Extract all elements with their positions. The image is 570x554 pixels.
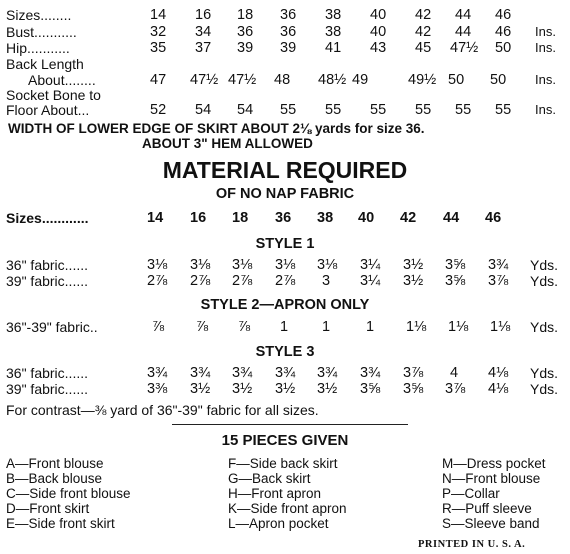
value: 40 <box>370 24 387 40</box>
size-value: 16 <box>190 210 207 226</box>
row-label: Hip........... <box>6 40 70 56</box>
piece-item: F—Side back skirt <box>228 456 338 471</box>
skirt-width-note: WIDTH OF LOWER EDGE OF SKIRT ABOUT 2⅛ yards for size 36. <box>8 121 425 136</box>
value: 34 <box>195 24 212 40</box>
unit-label: Yds. <box>530 381 559 397</box>
piece-item: R—Puff sleeve <box>442 501 532 516</box>
value: 45 <box>415 40 432 56</box>
value: 49½ <box>408 72 437 88</box>
yardage-value: 4⅛ <box>488 365 509 381</box>
yardage-value: 1 <box>366 319 375 335</box>
value: 54 <box>195 102 212 118</box>
value: 44 <box>455 7 472 23</box>
unit-label: Yds. <box>530 273 559 289</box>
value: 55 <box>325 102 342 118</box>
value: 44 <box>455 24 472 40</box>
yardage-value: 3¼ <box>360 273 381 289</box>
yardage-value: 3½ <box>190 381 211 397</box>
yardage-value: 3½ <box>403 257 424 273</box>
value: 50 <box>495 40 512 56</box>
value: 55 <box>495 102 512 118</box>
yardage-value: 3⅝ <box>445 257 466 273</box>
value: 52 <box>150 102 167 118</box>
value: 55 <box>370 102 387 118</box>
style-2-heading: STYLE 2—APRON ONLY <box>200 297 370 313</box>
style-1-heading: STYLE 1 <box>255 236 315 252</box>
yardage-value: 3¾ <box>232 365 253 381</box>
row-label: 36" fabric...... <box>6 257 89 273</box>
value: 54 <box>237 102 254 118</box>
yardage-value: 4 <box>450 365 459 381</box>
yardage-value: 3⅞ <box>488 273 509 289</box>
value: 50 <box>490 72 507 88</box>
value: 36 <box>280 7 297 23</box>
yardage-value: 2⅞ <box>147 273 168 289</box>
value: 42 <box>415 24 432 40</box>
size-value: 38 <box>317 210 334 226</box>
value: 50 <box>448 72 465 88</box>
yardage-value: 3¾ <box>360 365 381 381</box>
piece-item: P—Collar <box>442 486 500 501</box>
value: 14 <box>150 7 167 23</box>
unit-label: Yds. <box>530 365 559 381</box>
value: 49 <box>352 72 369 88</box>
value: 46 <box>495 24 512 40</box>
piece-item: K—Side front apron <box>228 501 347 516</box>
material-title: MATERIAL REQUIRED <box>162 157 408 183</box>
value: 47½ <box>190 72 219 88</box>
value: 55 <box>455 102 472 118</box>
value: 41 <box>325 40 342 56</box>
size-value: 36 <box>275 210 292 226</box>
size-value: 40 <box>358 210 375 226</box>
yardage-value: 3¾ <box>147 365 168 381</box>
value: 47½ <box>228 72 257 88</box>
value: 38 <box>325 7 342 23</box>
row-label: Floor About... <box>6 102 90 118</box>
yardage-value: 3⅝ <box>403 381 424 397</box>
value: 32 <box>150 24 167 40</box>
value: 55 <box>415 102 432 118</box>
unit-label: Yds. <box>530 319 559 335</box>
piece-item: N—Front blouse <box>442 471 541 486</box>
yardage-value: 2⅞ <box>232 273 253 289</box>
value: 48½ <box>318 72 347 88</box>
material-subtitle: OF NO NAP FABRIC <box>215 186 355 202</box>
yardage-value: 3⅛ <box>275 257 296 273</box>
back-length-label: Back Length <box>6 56 84 72</box>
value: 40 <box>370 7 387 23</box>
yardage-value: 3⅛ <box>147 257 168 273</box>
unit-label: Ins. <box>535 40 556 55</box>
yardage-value: 1⅛ <box>490 319 511 335</box>
hip-row <box>0 39 570 57</box>
size-value: 42 <box>400 210 417 226</box>
piece-item: A—Front blouse <box>6 456 104 471</box>
yardage-value: 3⅝ <box>360 381 381 397</box>
value: 48 <box>274 72 291 88</box>
yardage-value: 2⅞ <box>190 273 211 289</box>
material-sizes-row <box>0 209 570 227</box>
value: 18 <box>237 7 254 23</box>
piece-item: C—Side front blouse <box>6 486 131 501</box>
row-label: Bust........... <box>6 24 77 40</box>
row-label: 36"-39" fabric.. <box>6 319 98 335</box>
yardage-value: 3⅛ <box>232 257 253 273</box>
row-label: 39" fabric...... <box>6 273 89 289</box>
value: 39 <box>280 40 297 56</box>
yardage-value: 3⅝ <box>445 273 466 289</box>
piece-item: H—Front apron <box>228 486 322 501</box>
yardage-value: 3⅜ <box>147 381 168 397</box>
yardage-value: 1 <box>322 319 331 335</box>
piece-item: L—Apron pocket <box>228 516 329 531</box>
value: 47 <box>150 72 167 88</box>
size-value: 14 <box>147 210 164 226</box>
piece-item: S—Sleeve band <box>442 516 540 531</box>
piece-item: E—Side front skirt <box>6 516 115 531</box>
unit-label: Ins. <box>535 72 556 87</box>
yardage-value: 3¾ <box>488 257 509 273</box>
value: 38 <box>325 24 342 40</box>
style-3-heading: STYLE 3 <box>255 344 315 360</box>
row-label: Sizes........ <box>6 7 72 23</box>
contrast-note: For contrast—⅜ yard of 36"-39" fabric for all sizes. <box>6 402 319 418</box>
printed-in-usa: PRINTED IN U. S. A. <box>418 539 526 550</box>
unit-label: Yds. <box>530 257 559 273</box>
row-label: 36" fabric...... <box>6 365 89 381</box>
yardage-value: 3½ <box>403 273 424 289</box>
yardage-value: 1 <box>280 319 289 335</box>
hem-allowance-note: ABOUT 3" HEM ALLOWED <box>142 136 313 151</box>
yardage-value: 3½ <box>317 381 338 397</box>
value: 55 <box>280 102 297 118</box>
piece-item: M—Dress pocket <box>442 456 546 471</box>
value: 36 <box>237 24 254 40</box>
piece-item: B—Back blouse <box>6 471 103 486</box>
unit-label: Ins. <box>535 102 556 117</box>
yardage-value: 4⅛ <box>488 381 509 397</box>
value: 47½ <box>450 40 479 56</box>
style-1-39-row <box>0 272 570 290</box>
yardage-value: 3½ <box>232 381 253 397</box>
size-value: 44 <box>443 210 460 226</box>
sizes-row <box>0 6 570 24</box>
size-value: 18 <box>232 210 249 226</box>
style-2-row <box>0 318 570 336</box>
yardage-value: 1⅛ <box>406 319 427 335</box>
value: 37 <box>195 40 212 56</box>
row-label: About........ <box>28 72 96 88</box>
yardage-value: ⅞ <box>152 319 165 335</box>
socket-bone-label: Socket Bone to <box>6 87 101 103</box>
value: 36 <box>280 24 297 40</box>
yardage-value: 3⅞ <box>445 381 466 397</box>
socket-bone-row <box>0 101 570 119</box>
value: 42 <box>415 7 432 23</box>
value: 39 <box>237 40 254 56</box>
pieces-heading: 15 PIECES GIVEN <box>221 432 349 449</box>
size-value: 46 <box>485 210 502 226</box>
style-3-39-row <box>0 380 570 398</box>
value: 35 <box>150 40 167 56</box>
yardage-value: 3¾ <box>275 365 296 381</box>
yardage-value: ⅞ <box>238 319 251 335</box>
section-divider <box>172 424 408 425</box>
row-label: 39" fabric...... <box>6 381 89 397</box>
yardage-value: 3⅛ <box>190 257 211 273</box>
yardage-value: 3½ <box>275 381 296 397</box>
yardage-value: 3⅛ <box>317 257 338 273</box>
yardage-value: 2⅞ <box>275 273 296 289</box>
value: 16 <box>195 7 212 23</box>
piece-item: G—Back skirt <box>228 471 311 486</box>
value: 46 <box>495 7 512 23</box>
yardage-value: 3¼ <box>360 257 381 273</box>
yardage-value: 3¾ <box>190 365 211 381</box>
yardage-value: 3 <box>322 273 331 289</box>
unit-label: Ins. <box>535 24 556 39</box>
value: 43 <box>370 40 387 56</box>
piece-item: D—Front skirt <box>6 501 90 516</box>
yardage-value: 3¾ <box>317 365 338 381</box>
yardage-value: 3⅞ <box>403 365 424 381</box>
row-label: Sizes............ <box>6 210 89 226</box>
yardage-value: ⅞ <box>196 319 209 335</box>
yardage-value: 1⅛ <box>448 319 469 335</box>
